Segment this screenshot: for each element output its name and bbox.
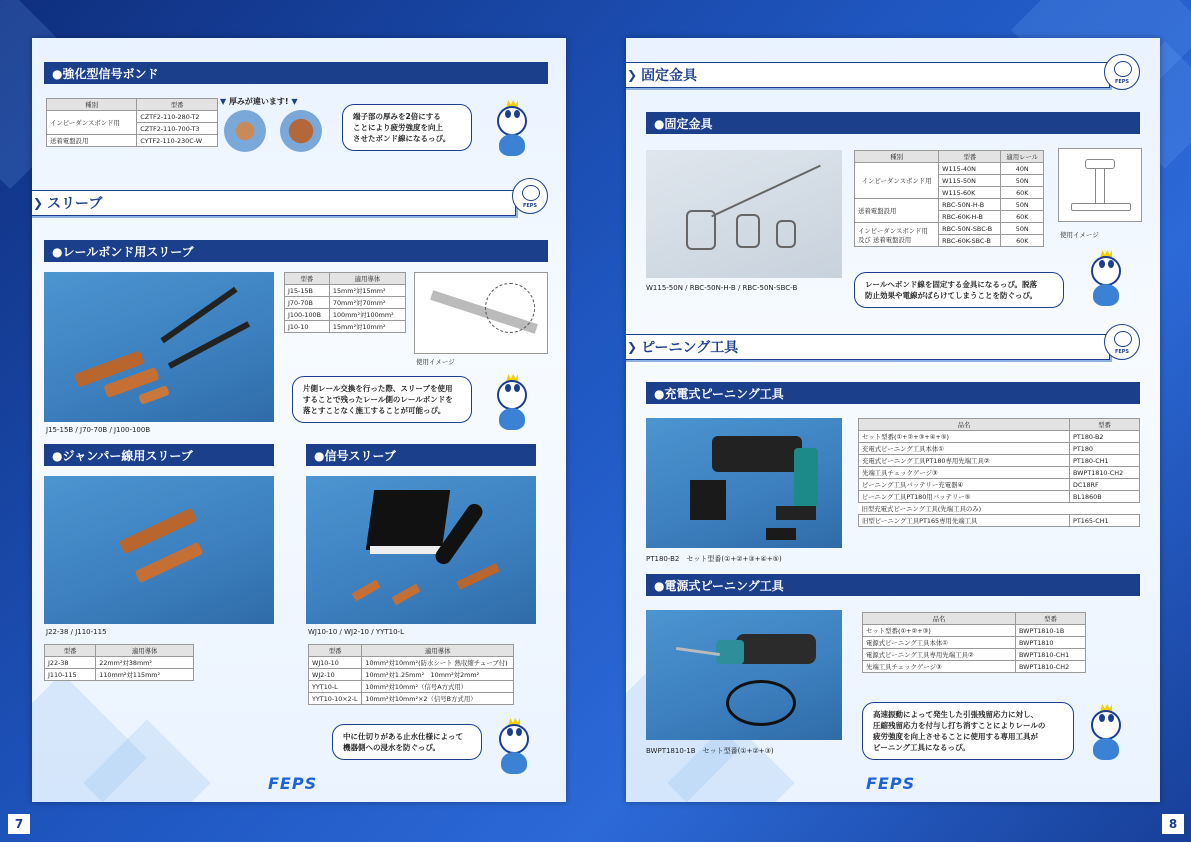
page-number-left: 7: [8, 814, 30, 834]
waterproof-sheet: [366, 490, 450, 550]
rail-web: [1095, 169, 1105, 203]
fixing-header: ❯ 固定金具: [626, 62, 1110, 88]
bond-title-bar: ●強化型信号ボンド: [44, 62, 548, 84]
sleeve-part: [456, 563, 500, 590]
rail-foot: [1071, 203, 1131, 211]
badge-icon: FEPS: [512, 178, 548, 214]
clip: [736, 214, 760, 248]
sleeve-header: ❯ スリーブ: [32, 190, 516, 216]
clip: [686, 210, 716, 250]
electric-bubble: 高速振動によって発生した引張残留応力に対し、 圧縮残留応力を付与し打ち消すことによりレールの 疲労強度を向上させることに使用する専用工具が ピーニング工具になるっぴ。: [862, 702, 1074, 760]
jumper-sleeve-photo: [44, 476, 274, 624]
rail-usage-image: [1058, 148, 1142, 222]
feps-logo: FEPS: [268, 774, 318, 793]
electric-tool-photo: [646, 610, 842, 740]
badge-icon: FEPS: [1104, 54, 1140, 90]
chevron-icon: ❯: [627, 68, 638, 82]
tool-housing: [716, 640, 744, 664]
signal-table: 型番 適用導体 WJ10-10 10mm²対10mm²(防水シート 熱収縮チューブ付) WJ2-10 10mm²対1.25mm² 10mm²対2mm² YYT10-L 10mm²対10mm²（信号A方式用） YYT10-10×2-L 10mm²対10mm²×2（信号B方式用）: [308, 644, 514, 705]
signal-bubble: 中に仕切りがある止水仕様によって 機器側への浸水を防ぐっぴ。: [332, 724, 482, 760]
left-page: [32, 38, 566, 802]
sleeve-part: [138, 385, 170, 405]
clip: [776, 220, 796, 248]
fixing-caption: W115-50N / RBC-50N-H-B / RBC-50N-SBC-B: [646, 284, 798, 292]
rail-bond-table: 型番 適用導体 J15-15B 15mm²対15mm² J70-70B 70mm²対70mm² J100-100B 100mm²対100mm² J10-10 15mm²対10mm²: [284, 272, 406, 333]
sleeve-part: [352, 580, 381, 602]
rail-bond-bubble: 片側レール交換を行った際、スリーブを使用 することで残ったレール側のレールボンドを 落とすことなく施工することが可能っぴ。: [292, 376, 472, 423]
mascot-icon: [492, 374, 532, 434]
rail-bond-title-bar: ●レールボンド用スリーブ: [44, 240, 548, 262]
page-number-right: 8: [1162, 814, 1184, 834]
wire: [711, 165, 821, 218]
bond-table: 種別 型番 インピーダンスボンド用 CZTF2-110-280-T2 CZTF2-110-700-T3 送着電盤設用 CYTF2-110-230C-W: [46, 98, 218, 147]
zoom-circle: [485, 283, 535, 333]
tool-body: [712, 436, 802, 472]
tool-handle: [794, 448, 818, 508]
tool-body: [736, 634, 816, 664]
feps-logo: FEPS: [866, 774, 916, 793]
rail-usage-label: 使用イメージ: [416, 358, 455, 366]
battery-spare: [766, 528, 796, 540]
charged-table: 品名 型番 セット型番(①+②+③+④+⑤) PT180-B2 充電式ピーニング工具本体① PT180 充電式ピーニング工具PT180専用先端工具② PT180-CH1 先端工具チェックゲージ③ BWPT1810-CH2 ピーニング工具バッテリー充電器④ DC18RF ピーニング工具PT180用バッテリー⑤ BL1860B 旧型充電式ピーニング工具(先端工具のみ) 旧型ピーニング工具PT165専用先端工具 PT165-CH1: [858, 418, 1140, 527]
rail-bond-caption: J15-15B / J70-70B / J100-100B: [46, 426, 151, 434]
electric-caption: BWPT1810-1B セット型番(①+②+③): [646, 747, 774, 755]
sleeve-part: [135, 542, 204, 583]
peening-header: ❯ ピーニング工具: [626, 334, 1110, 360]
right-page: [626, 38, 1160, 802]
mascot-icon: [1086, 250, 1126, 310]
mascot-icon: [492, 100, 532, 160]
sheet-backing: [370, 546, 446, 554]
rail-usage-image: [414, 272, 548, 354]
fixing-table: 種別 型番 適用レール インピーダンスボンド用 W115-40N 40N W115-50N 50N W115-60K 60K 送着電盤設用 RBC-50N-H-B 50N RBC-60K-H-B 60K インピーダンスボンド用 及び 送着電盤設用 RBC-50N-SBC-B 50N RBC-60K-SBC-B 60K: [854, 150, 1044, 247]
bond-photo-thin: [224, 110, 266, 152]
thickness-note: ▼ 厚みが違います! ▼: [220, 97, 298, 106]
jumper-title-bar: ●ジャンパー線用スリーブ: [44, 444, 274, 466]
charged-caption: PT180-B2 セット型番(①+②+③+④+⑤): [646, 555, 782, 563]
electric-table: 品名 型番 セット型番(①+②+③) BWPT1810-1B 電源式ピーニング工具本体① BWPT1810 電源式ピーニング工具専用先端工具② BWPT1810-CH1 先端工具チェックゲージ③ BWPT1810-CH2: [862, 612, 1086, 673]
jumper-caption: J22-38 / J110-115: [46, 628, 107, 636]
bond-bubble: 端子部の厚みを2倍にする ことにより疲労強度を向上 させたボンド線になるっぴ。: [342, 104, 472, 151]
power-cord: [726, 680, 796, 726]
fixing-title-bar: ●固定金具: [646, 112, 1140, 134]
mascot-icon: [1086, 704, 1126, 764]
sleeve-part: [392, 584, 421, 606]
battery: [776, 506, 816, 520]
signal-sleeve-photo: [306, 476, 536, 624]
fixing-usage-label: 使用イメージ: [1060, 231, 1099, 239]
signal-title-bar: ●信号スリーブ: [306, 444, 536, 466]
electric-title-bar: ●電源式ピーニング工具: [646, 574, 1140, 596]
charger: [690, 480, 726, 520]
jumper-table: 型番 適用導体 J22-38 22mm²対38mm² J110-115 110mm²対115mm²: [44, 644, 194, 681]
rail-head: [1085, 159, 1115, 169]
chisel: [676, 647, 720, 656]
chevron-icon: ❯: [33, 196, 44, 210]
rail-bond-sleeve-photo: [44, 272, 274, 422]
signal-caption: WJ10-10 / WJ2-10 / YYT10-L: [308, 628, 404, 636]
fixing-photo: [646, 150, 842, 278]
fixing-bubble: レールへボンド線を固定する金具になるっぴ。脱落 防止効果や電線がばらけてしまうことを防ぐっぴ。: [854, 272, 1064, 308]
charged-tool-photo: [646, 418, 842, 548]
mascot-icon: [494, 718, 534, 778]
bond-photo-thick: [280, 110, 322, 152]
charged-title-bar: ●充電式ピーニング工具: [646, 382, 1140, 404]
badge-icon: FEPS: [1104, 324, 1140, 360]
chevron-icon: ❯: [627, 340, 638, 354]
